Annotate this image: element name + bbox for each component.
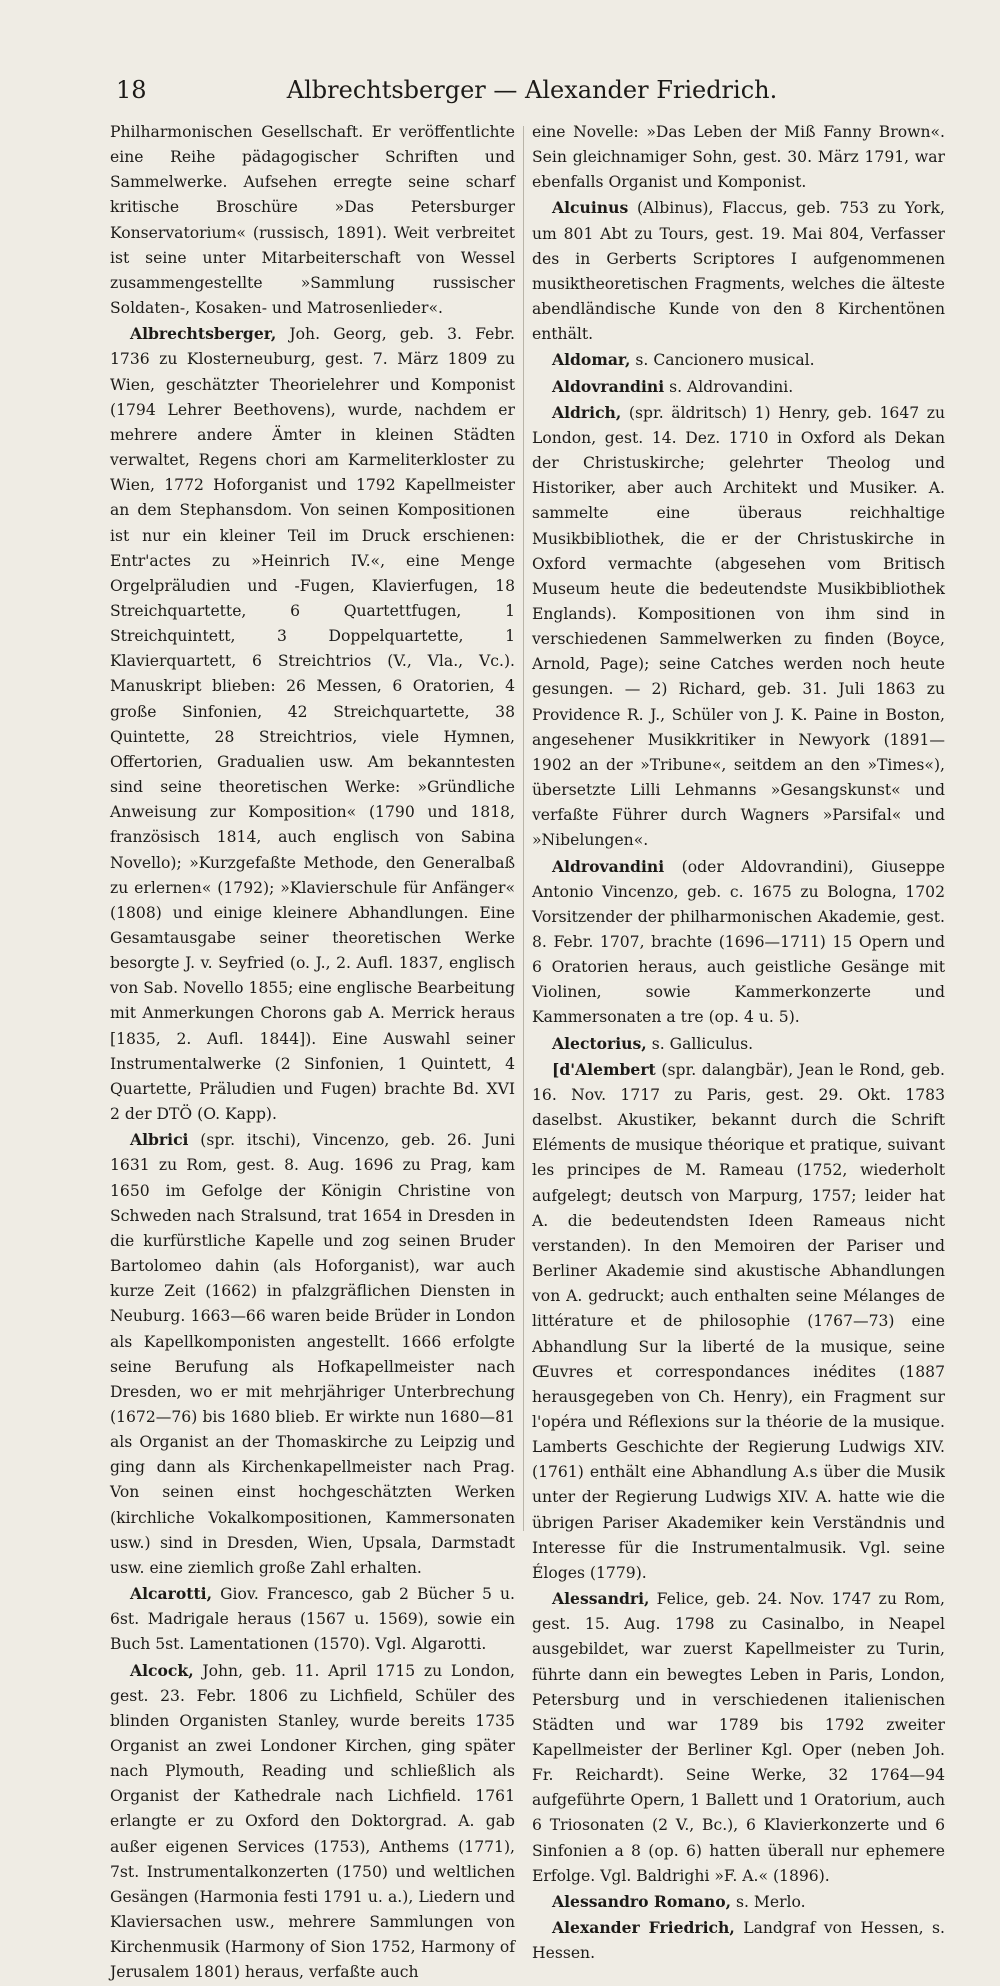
entry-text: Joh. Georg, geb. 3. Febr. 1736 zu Klosterneuburg, gest. 7. März 1809 zu Wien, geschätzter Theorielehrer und Komponist (1794 Lehrer Beethovens), wurde, nachdem er mehrere andere Ämter in kleinen Städten verwaltet, Regens chori am Karmeliterkloster zu Wien, 1772 Hoforganist und 1792 Kapellmeister an dem Stephansdom. Von seinen Kompositionen ist nur ein kleiner Teil im Druck erschienen: Entr'actes zu »Heinrich IV.«, eine Menge Orgelpräludien und -Fugen, Klavierfugen, 18 Streichquartette, 6 Quartettfugen, 1 Streichquintett, 3 Doppelquartette, 1 Klavierquartett, 6 Streichtrios (V., Vla., Vc.). Manuskript blieben: 26 Messen, 6 Oratorien, 4 große Sinfonien, 42 Streichquartette, 38 Quintette, 28 Streichtrios, viele Hymnen, Offertorien, Gradualien usw. Am bekanntesten sind seine theoretischen Werke: »Gründliche Anweisung zur Komposition« (1790 und 1818, französisch 1814, auch englisch von Sabina Novello); »Kurzgefaßte Methode, den Generalbaß zu erlernen« (1792); »Klavierschule für Anfänger« (1808) und einige kleinere Abhandlungen. Eine Gesamtausgabe seiner theoretischen Werke besorgte J. v. Seyfried (o. J., 2. Aufl. 1837, englisch von Sab. Novello 1855; eine englische Bearbeitung mit Anmerkungen Chorons gab A. Merrick heraus [1835, 2. Aufl. 1844]). Eine Auswahl seiner Instrumentalwerke (2 Sinfonien, 1 Quintett, 4 Quartette, Präludien und Fugen) brachte Bd. XVI 2 der DTÖ (O. Kapp). bbox=[110, 325, 515, 1124]
entry-alcuinus bbox=[532, 195, 945, 347]
headword: Aldomar, bbox=[552, 350, 631, 370]
entry-text: s. Aldrovandini. bbox=[664, 377, 794, 396]
entry-text: s. Cancionero musical. bbox=[630, 351, 815, 370]
entry-d-alembert bbox=[532, 1057, 945, 1586]
entry-albrici bbox=[110, 1127, 515, 1581]
headword: Alcarotti, bbox=[130, 1584, 212, 1604]
headword: Alessandri, bbox=[552, 1589, 650, 1609]
page-header bbox=[112, 76, 952, 116]
entry-aldomar bbox=[532, 347, 945, 373]
entry-alessandri bbox=[532, 1586, 945, 1889]
entry-text: Giov. Francesco, gab 2 Bücher 5 u. 6st. Madrigale heraus (1567 u. 1569), sowie ein Buch 5st. Lamentationen (1570). Vgl. Algarotti. bbox=[110, 1585, 515, 1654]
running-title: Albrechtsberger — Alexander Friedrich. bbox=[286, 76, 778, 104]
entry-aldrich bbox=[532, 400, 945, 854]
entry-text: Felice, geb. 24. Nov. 1747 zu Rom, gest. 15. Aug. 1798 zu Casinalbo, in Neapel ausgebildet, war zuerst Kapellmeister zu Turin, führte dann ein bewegtes Leben in Paris, London, Petersburg und in verschiedenen italienischen Städten und war 1789 bis 1792 zweiter Kapellmeister der Berliner Kgl. Oper (neben Joh. Fr. Reichardt). Seine Werke, 32 1764—94 aufgeführte Opern, 1 Ballett und 1 Oratorium, auch 6 Triosonaten (2 V., Bc.), 6 Klavierkonzerte und 6 Sinfonien a 8 (op. 6) hatten überall nur ephemere Erfolge. Vgl. Baldrighi »F. A.« (1896). bbox=[532, 1590, 945, 1885]
headword: Albrici bbox=[130, 1130, 189, 1150]
entry-text: (spr. dalangbär), Jean le Rond, geb. 16. Nov. 1717 zu Paris, gest. 29. Okt. 1783 daselbst. Akustiker, bekannt durch die Schrift Eléments de musique théorique et pratique, suivant les principes de M. Rameau (1752, wiederholt aufgelegt; deutsch von Marpurg, 1757; leider hat A. die bedeutendsten Ideen Rameaus nicht verstanden). In den Memoiren der Pariser und Berliner Akademie sind akustische Abhandlungen von A. gedruckt; auch enthalten seine Mélanges de littérature et de philosophie (1767—73) eine Abhandlung Sur la liberté de la musique, seine Œuvres et correspondances inédites (1887 herausgegeben von Ch. Henry), ein Fragment sur l'opéra und Réflexions sur la théorie de la musique. Lamberts Geschichte der Regierung Ludwigs XIV. (1761) enthält eine Abhandlung A.s über die Musik unter der Regierung Ludwigs XIV. A. hatte wie die übrigen Pariser Akademiker kein Verständnis und Interesse für die Instrumentalmusik. Vgl. seine Éloges (1779). bbox=[532, 1060, 945, 1582]
entry-alcarotti bbox=[110, 1581, 515, 1657]
entry-albrechtsberger bbox=[110, 321, 515, 1127]
headword: Alcuinus bbox=[552, 198, 629, 218]
entry-text: s. Merlo. bbox=[731, 1892, 806, 1911]
entry-aldovrandini bbox=[532, 374, 945, 400]
headword: Alcock, bbox=[130, 1660, 194, 1680]
entry-text: (spr. äldritsch) 1) Henry, geb. 1647 zu London, gest. 14. Dez. 1710 in Oxford als Dekan der Christuskirche; gelehrter Theolog und Historiker, aber auch Architekt und Musiker. A. sammelte eine überaus reichhaltige Musikbibliothek, die er der Christuskirche in Oxford vermachte (abgesehen vom Britisch Museum heute die bedeutendste Musikbibliothek Englands). Kompositionen von ihm sind in verschiedenen Sammelwerken zu finden (Boyce, Arnold, Page); seine Catches werden noch heute gesungen. — 2) Richard, geb. 31. Juli 1863 zu Providence R. J., Schüler von J. K. Paine in Boston, angesehener Musikkritiker in Newyork (1891—1902 an der »Tribune«, seitdem an den »Times«), übersetzte Lilli Lehmanns »Gesangskunst« und verfaßte Führer durch Wagners »Parsifal« und »Nibelungen«. bbox=[532, 403, 945, 850]
headword: Aldrich, bbox=[552, 402, 622, 422]
headword: Alexander Friedrich, bbox=[552, 1918, 735, 1938]
headword: Alessandro Romano, bbox=[552, 1891, 732, 1911]
headword: Albrechtsberger, bbox=[130, 324, 277, 344]
left-column bbox=[110, 120, 515, 1986]
headword: Aldovrandini bbox=[552, 376, 665, 396]
headword: [d'Alembert bbox=[552, 1059, 656, 1079]
entry-aldrovandini bbox=[532, 854, 945, 1031]
entry-alessandro-romano bbox=[532, 1889, 945, 1915]
entry-text: (spr. itschi), Vincenzo, geb. 26. Juni 1631 zu Rom, gest. 8. Aug. 1696 zu Prag, kam 1650 im Gefolge der Königin Christine von Schweden nach Stralsund, trat 1654 in Dresden in die kurfürstliche Kapelle und zog seinen Bruder Bartolomeo dahin (als Hoforganist), war auch kurze Zeit (1662) in pfalzgräflichen Diensten in Neuburg. 1663—66 waren beide Brüder in London als Kapellkomponisten angestellt. 1666 erfolgte seine Berufung als Hofkapellmeister nach Dresden, wo er mit mehrjähriger Unterbrechung (1672—76) bis 1680 blieb. Er wirkte nun 1680—81 als Organist an der Thomaskirche zu Leipzig und ging dann als Kirchenkapellmeister nach Prag. Von seinen einst hochgeschätzten Werken (kirchliche Vokalkompositionen, Kammersonaten usw.) sind in Dresden, Wien, Upsala, Darmstadt usw. eine ziemlich große Zahl erhalten. bbox=[110, 1131, 515, 1577]
entry-continuation: Philharmonischen Gesellschaft. Er veröffentlichte eine Reihe pädagogischer Schriften und Sammelwerke. Aufsehen erregte seine scharf kritische Broschüre »Das Petersburger Konservatorium« (russisch, 1891). Weit verbreitet ist seine unter Mitarbeiterschaft von Wessel zusammengestellte »Sammlung russischer Soldaten-, Kosaken- und Matrosenlieder«. bbox=[110, 123, 515, 318]
entry-text: (oder Aldovrandini), Giuseppe Antonio Vincenzo, geb. c. 1675 zu Bologna, 1702 Vorsitzender der philharmonischen Akademie, gest. 8. Febr. 1707, brachte (1696—1711) 15 Opern und 6 Oratorien heraus, auch geistliche Gesänge mit Violinen, sowie Kammerkonzerte und Kammersonaten a tre (op. 4 u. 5). bbox=[532, 857, 945, 1027]
entry-alexander-friedrich bbox=[532, 1915, 945, 1966]
headword: Aldrovandini bbox=[552, 856, 665, 876]
entry-alcock bbox=[110, 1658, 515, 1986]
entry-text: s. Galliculus. bbox=[646, 1034, 754, 1053]
right-column bbox=[532, 120, 945, 1966]
page-number: 18 bbox=[116, 76, 147, 104]
column-divider bbox=[523, 126, 524, 1531]
entry-text: Landgraf von Hessen, s. Hessen. bbox=[532, 1919, 945, 1963]
headword: Alectorius, bbox=[552, 1033, 647, 1053]
entry-text: (Albinus), Flaccus, geb. 753 zu York, um 801 Abt zu Tours, gest. 19. Mai 804, Verfasser des in Gerberts Scriptores I aufgenommenen musiktheoretischen Fragments, welches die älteste abendländische Kunde von den 8 Kirchentönen enthält. bbox=[532, 199, 945, 344]
entry-text: John, geb. 11. April 1715 zu London, gest. 23. Febr. 1806 zu Lichfield, Schüler des blinden Organisten Stanley, wurde bereits 1735 Organist an zwei Londoner Kirchen, ging später nach Plymouth, Reading und schließlich als Organist der Kathedrale nach Lichfield. 1761 erlangte er zu Oxford den Doktorgrad. A. gab außer eigenen Services (1753), Anthems (1771), 7st. Instrumentalkonzerten (1750) und weltlichen Gesängen (Harmonia festi 1791 u. a.), Liedern und Klaviersachen usw., mehrere Sammlungen von Kirchenmusik (Harmony of Sion 1752, Harmony of Jerusalem 1801) heraus, verfaßte auch bbox=[110, 1661, 515, 1982]
entry-continuation: eine Novelle: »Das Leben der Miß Fanny Brown«. Sein gleichnamiger Sohn, gest. 30. März 1791, war ebenfalls Organist und Komponist. bbox=[532, 123, 945, 192]
entry-alectorius bbox=[532, 1031, 945, 1057]
